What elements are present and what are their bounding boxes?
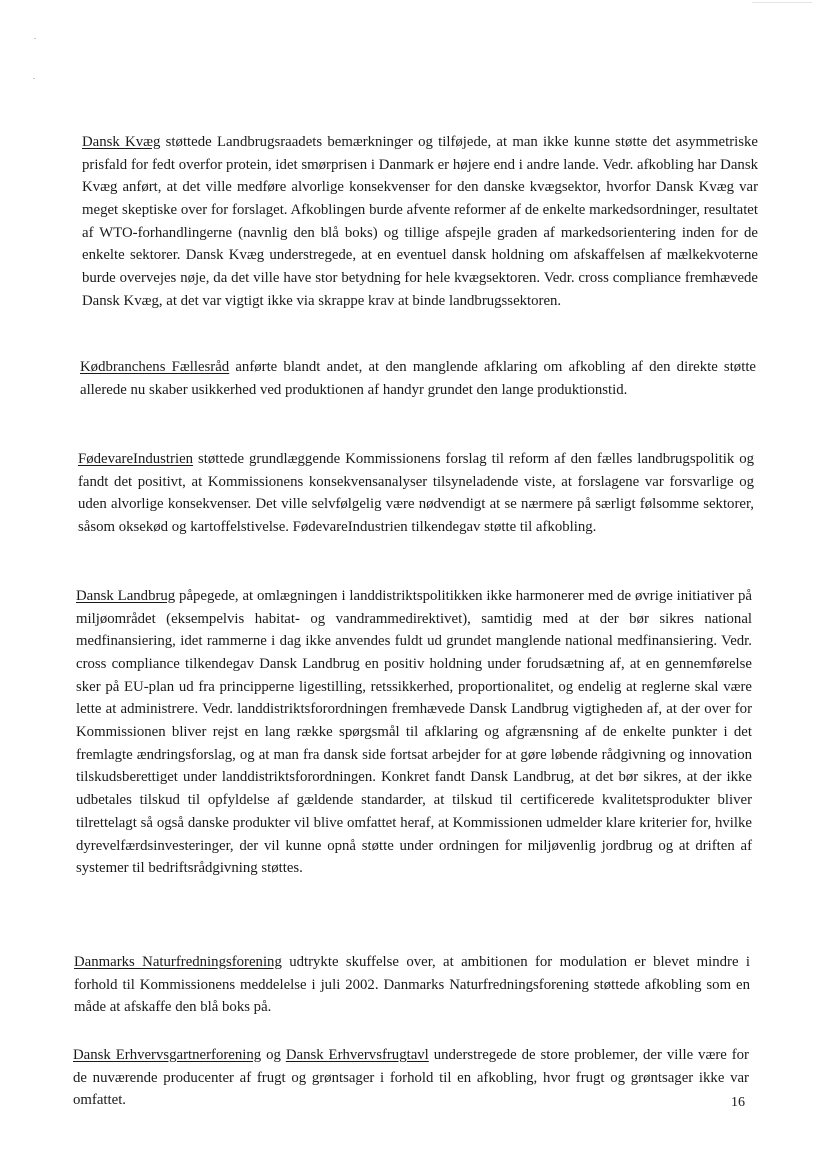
- paragraph-dansk-erhvervsgartnerforening: [73, 1044, 749, 1112]
- paragraph-text: udtrykte skuffelse over, at ambitionen for modulation er blevet mindre i forhold til Kommissionens meddelelse i juli 2002. Danmarks Naturfredningsforening støttede afkobling som en måde at afskaffe den blå boks på.: [74, 953, 750, 1016]
- paragraph-text: understregede de store problemer, der ville være for de nuværende producenter af frugt og grøntsager i forhold til en afkobling, hvor frugt og grøntsager ikke var omfattet.: [73, 1046, 749, 1109]
- organization-name: Dansk Kvæg: [82, 133, 161, 150]
- paragraph-text: anførte blandt andet, at den manglende afklaring om afkobling af den direkte støtte allerede nu skaber usikkerhed ved produktionen af handyr grundet den lange produktionstid.: [80, 358, 756, 398]
- scan-speck: [33, 78, 35, 79]
- organization-name: Danmarks Naturfredningsforening: [74, 953, 282, 970]
- paragraph-koedbranchens-faellesraad: [80, 356, 756, 401]
- organization-name-2: Dansk Erhvervsfrugtavl: [285, 1046, 429, 1063]
- scan-speck: [34, 38, 36, 39]
- paragraph-text: støttede Landbrugsraadets bemærkninger og tilføjede, at man ikke kunne støtte det asymmetriske prisfald for fedt overfor protein, idet smørprisen i Danmark er højere end i andre lande. Vedr. afkobling har Dansk Kvæg anført, at det ville medføre alvorlige konsekvenser for den danske kvægsektor, hvorfor Dansk Kvæg var meget skeptiske over for forslaget. Afkoblingen burde afvente reformer af de enkelte markedsordninger, resultatet af WTO-forhandlingerne (navnlig den blå boks) og tillige afspejle graden af markedsorientering inden for de enkelte sektorer. Dansk Kvæg understregede, at en eventuel dansk holdning om afskaffelsen af mælkekvoterne burde overvejes nøje, da det ville have stor betydning for hele kvægsektoren. Vedr. cross compliance fremhævede Dansk Kvæg, at det var vigtigt ikke via skrappe krav at binde landbrugssektoren.: [82, 133, 758, 309]
- organization-name: Dansk Erhvervsgartnerforening: [73, 1046, 262, 1063]
- paragraph-dansk-kvaeg: [82, 131, 758, 313]
- organization-name: Kødbranchens Fællesråd: [80, 358, 230, 375]
- page-number: 16: [731, 1095, 745, 1110]
- organization-name: FødevareIndustrien: [78, 450, 194, 467]
- paragraph-danmarks-naturfredningsforening: [74, 951, 750, 1019]
- paragraph-text: påpegede, at omlægningen i landdistriktspolitikken ikke harmonerer med de øvrige initiativer på miljøområdet (eksempelvis habitat- og vandrammedirektivet), samtidig med at der bør sikres national medfinansiering, idet rammerne i dag ikke anvendes fuldt ud grundet manglende national medfinansiering. Vedr. cross compliance tilkendegav Dansk Landbrug en positiv holdning under forudsætning af, at en gennemførelse sker på EU-plan ud fra principperne ligestilling, retssikkerhed, proportionalitet, og endelig at reglerne skal være lette at administrere. Vedr. landdistriktsforordningen fremhævede Dansk Landbrug vigtigheden af, at der over for Kommissionen bliver rejst en lang række spørgsmål til afklaring og afgrænsning af de enkelte punkter i det fremlagte ændringsforslag, og at man fra dansk side fortsat arbejder for at gøre løbende rådgivning og innovation tilskudsberettiget under landdistriktsforordningen. Konkret fandt Dansk Landbrug, at det bør sikres, at der ikke udbetales tilskud til opfyldelse af gældende standarder, at tilskud til certificerede kvalitetsprodukter bliver tilrettelagt så også danske produkter vil blive omfattet heraf, at Kommissionen udmelder klare kriterier for, hvilke dyrevelfærdsinvesteringer, der vil kunne opnå støtte under ordningen for miljøvenlig jordbrug og at driften af systemer til bedriftsrådgivning støttes.: [76, 587, 752, 877]
- organization-name: Dansk Landbrug: [76, 587, 176, 604]
- paragraph-dansk-landbrug: [76, 585, 752, 880]
- scan-speck: [752, 2, 812, 3]
- paragraph-text: støttede grundlæggende Kommissionens forslag til reform af den fælles landbrugspolitik og fandt det positivt, at Kommissionens konsekvensanalyser tilsyneladende viste, at forslagene var forsvarlige og uden alvorlige konsekvenser. Det ville selvfølgelig være nødvendigt at se nærmere på særligt følsomme sektorer, såsom oksekød og kartoffelstivelse. FødevareIndustrien tilkendegav støtte til afkobling.: [78, 450, 754, 535]
- connector-text: og: [261, 1046, 286, 1063]
- paragraph-foedevareindustrien: [78, 448, 754, 539]
